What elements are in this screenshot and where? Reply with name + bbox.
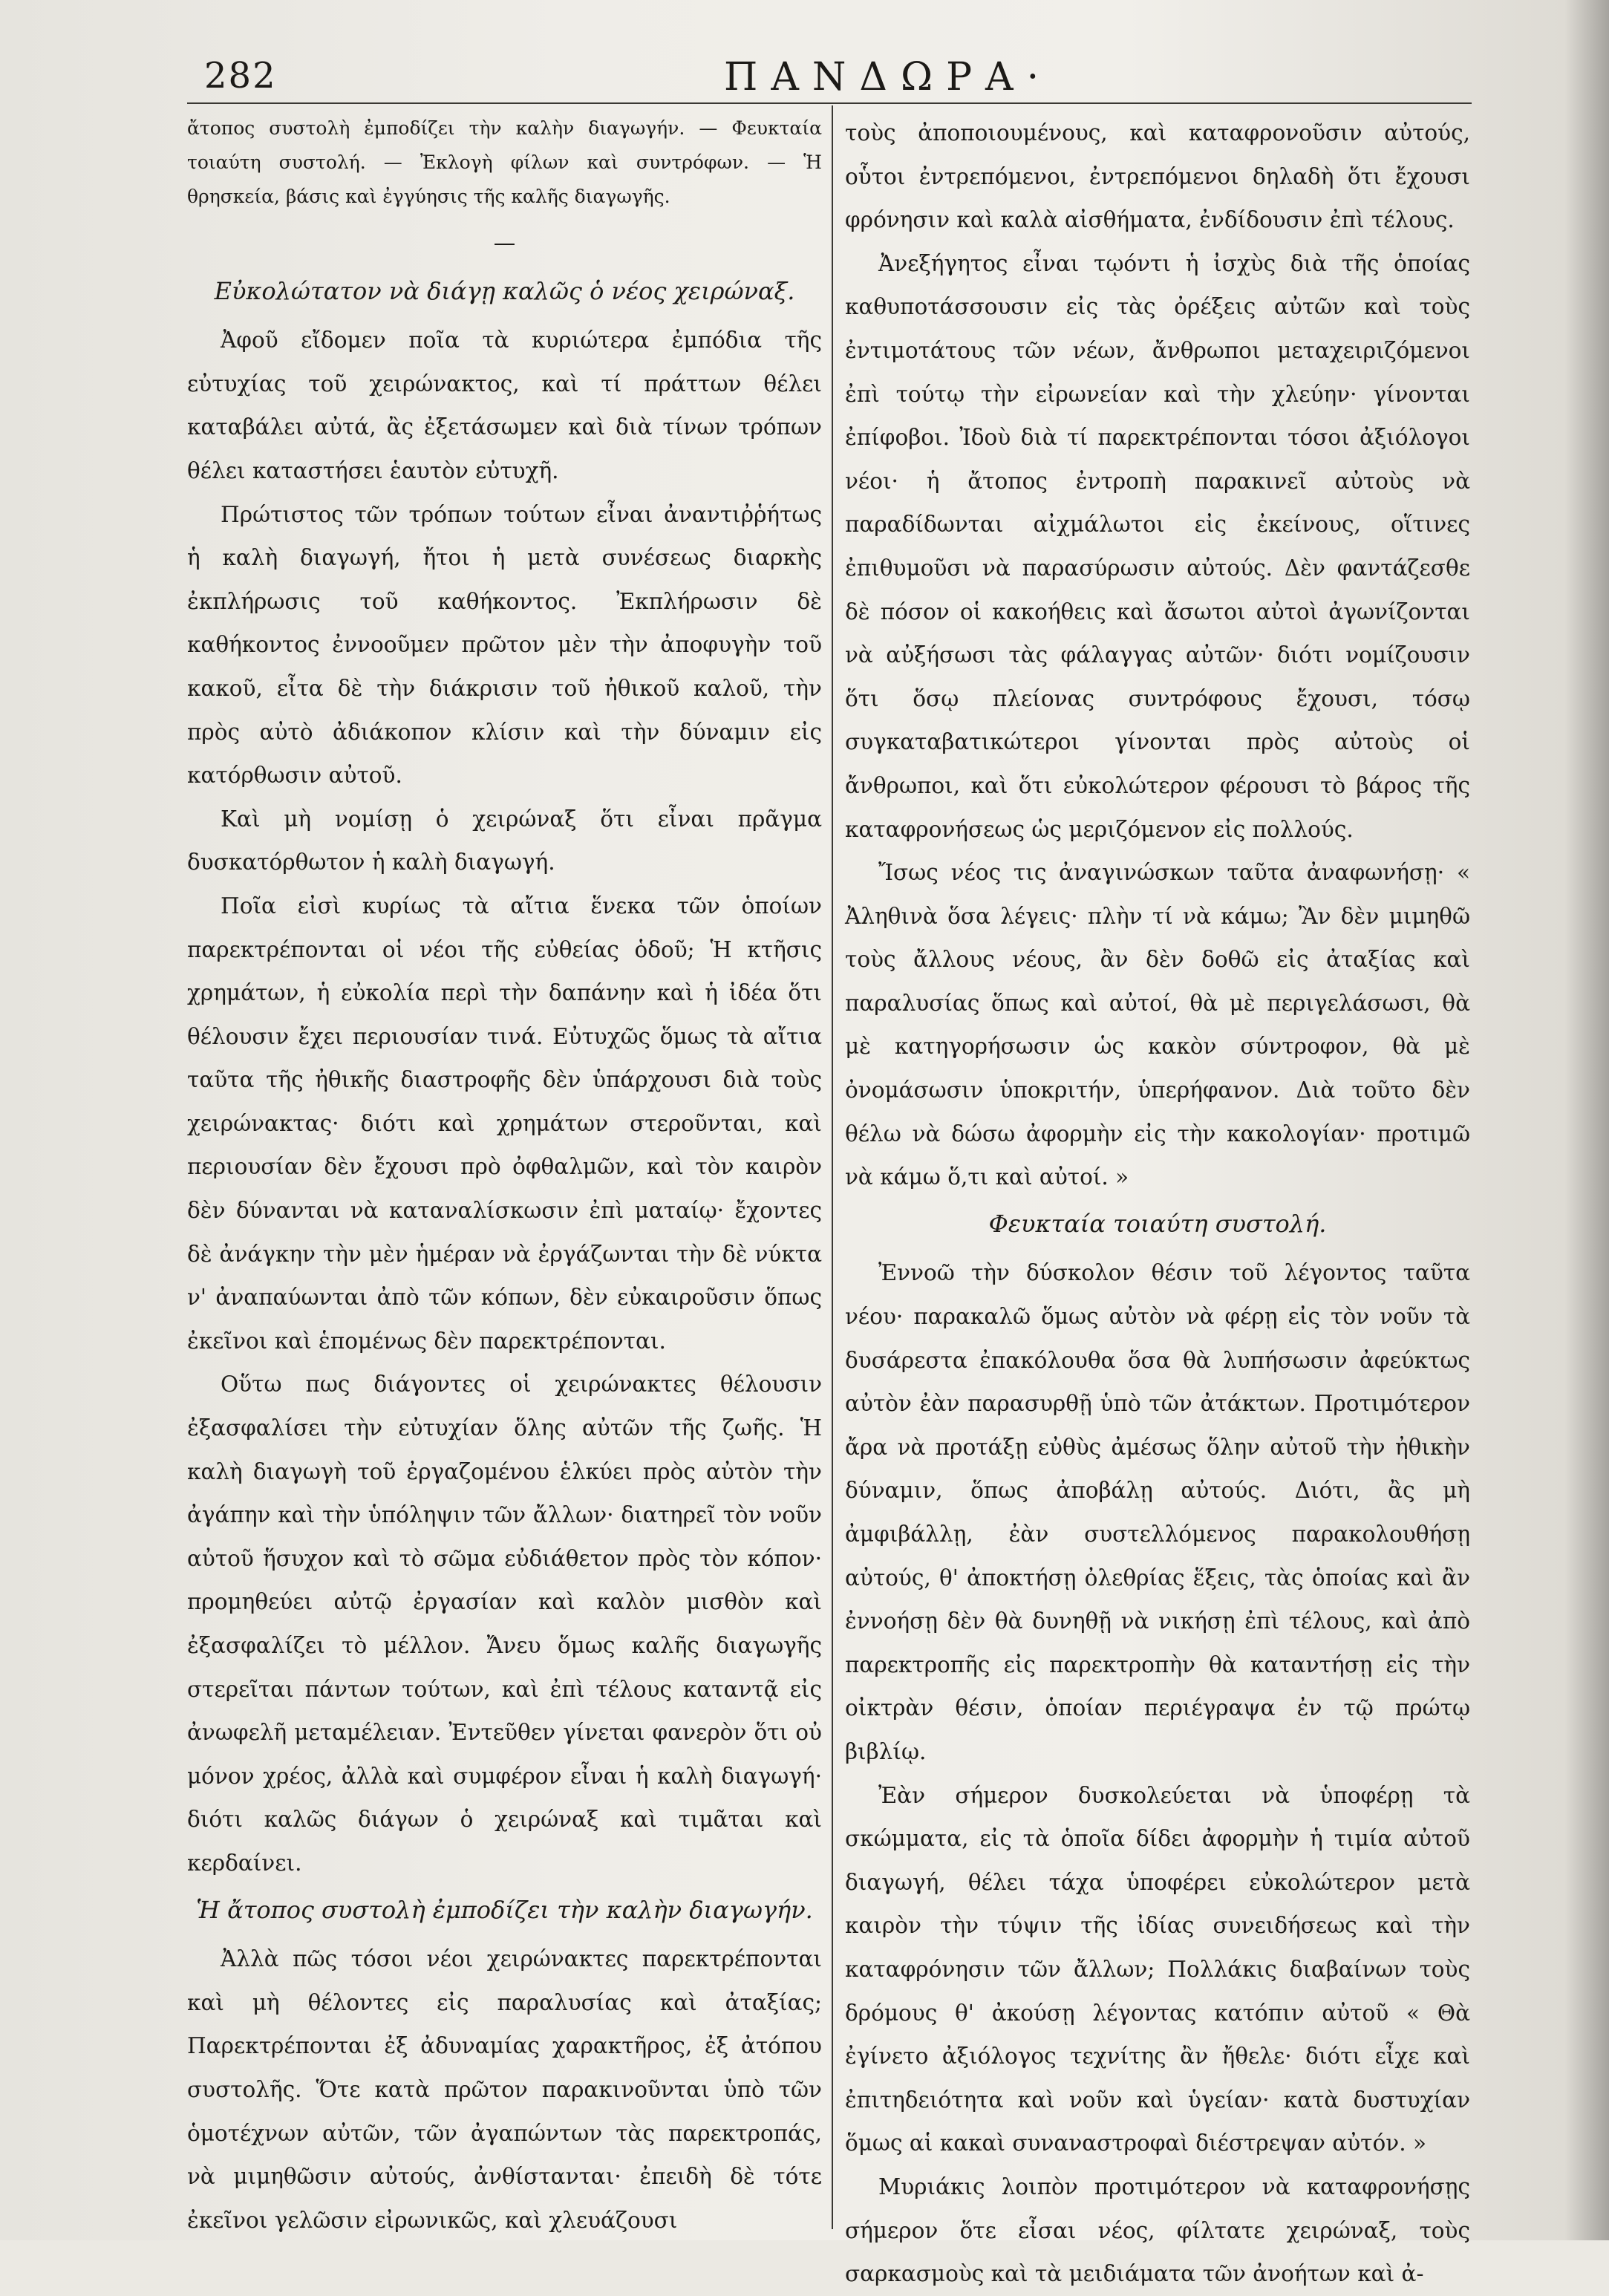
page-number: 282 [204, 55, 277, 97]
paragraph: Ἴσως νέος τις ἀναγινώσκων ταῦτα ἀναφωνήσῃ· « Ἀληθινὰ ὅσα λέγεις· πλὴν τί νὰ κάμω; Ἂν δὲν μιμηθῶ τοὺς ἄλλους νέους, ἂν δὲν δοθῶ εἰς ἀταξίας καὶ παραλυσίας ὅπως καὶ αὐτοί, θὰ μὲ περιγελάσωσι, θὰ μὲ κατηγορήσωσιν ὡς κακὸν σύντροφον, θὰ μὲ ὀνομάσωσιν ὑποκριτήν, ὑπερήφανον. Διὰ τοῦτο δὲν θέλω νὰ δώσω ἀφορμὴν εἰς τὴν κακολογίαν· προτιμῶ νὰ κάμω ὅ,τι καὶ αὐτοί. » [845, 860, 1470, 1190]
paragraph: Ἀφοῦ εἴδομεν ποῖα τὰ κυριώτερα ἐμπόδια τῆς εὐτυχίας τοῦ χειρώνακτος, καὶ τί πράττων θέλει καταβάλει αὐτά, ἂς ἐξετάσωμεν καὶ διὰ τίνων τρόπων θέλει καταστήσει ἑαυτὸν εὐτυχῆ. [187, 327, 822, 483]
paragraph: Ποῖα εἰσὶ κυρίως τὰ αἴτια ἕνεκα τῶν ὁποίων παρεκτρέπονται οἱ νέοι τῆς εὐθείας ὁδοῦ; Ἡ κτῆσις χρημάτων, ἡ εὐκολία περὶ τὴν δαπάνην καὶ ἡ ἰδέα ὅτι θέλουσιν ἔχει περιουσίαν τινά. Εὐτυχῶς ὅμως τὰ αἴτια ταῦτα τῆς ἠθικῆς διαστροφῆς δὲν ὑπάρχουσι διὰ τοὺς χειρώνακτας· διότι καὶ χρημάτων στεροῦνται, καὶ περιουσίαν δὲν ἔχουσι πρὸ ὀφθαλμῶν, καὶ τὸν καιρὸν δὲν δύνανται νὰ καταναλίσκωσιν ἐπὶ ματαίῳ· ἔχοντες δὲ ἀνάγκην τὴν μὲν ἡμέραν νὰ ἐργάζωνται τὴν δὲ νύκτα ν' ἀναπαύωνται ἀπὸ τῶν κόπων, δὲν εὐκαιροῦσιν ὅπως ἐκεῖνοι καὶ ἑπομένως δὲν παρεκτρέπονται. [187, 893, 822, 1354]
section-heading: Φευκταία τοιαύτη συστολή. [988, 1209, 1327, 1238]
paragraph: Οὕτω πως διάγοντες οἱ χειρώνακτες θέλουσιν ἐξασφαλίσει τὴν εὐτυχίαν ὅλης αὐτῶν τῆς ζωῆς. Ἡ καλὴ διαγωγὴ τοῦ ἐργαζομένου ἑλκύει πρὸς αὐτὸν τὴν ἀγάπην καὶ τὴν ὑπόληψιν τῶν ἄλλων· διατηρεῖ τὸν νοῦν αὐτοῦ ἥσυχον καὶ τὸ σῶμα εὐδιάθετον πρὸς τὸν κόπον· προμηθεύει αὐτῷ ἐργασίαν καὶ καλὸν μισθὸν καὶ ἐξασφαλίζει τὸ μέλλον. Ἄνευ ὅμως καλῆς διαγωγῆς στερεῖται πάντων τούτων, καὶ ἐπὶ τέλους καταντᾷ εἰς ἀνωφελῆ μεταμέλειαν. Ἐντεῦθεν γίνεται φανερὸν ὅτι οὐ μόνον χρέος, ἀλλὰ καὶ συμφέρον εἶναι ἡ καλὴ διαγωγή· διότι καλῶς διάγων ὁ χειρώναξ καὶ τιμᾶται καὶ κερδαίνει. [187, 1372, 822, 1876]
paragraph: Πρώτιστος τῶν τρόπων τούτων εἶναι ἀναντιῤῥήτως ἡ καλὴ διαγωγή, ἤτοι ἡ μετὰ συνέσεως διαρκὴς ἐκπλήρωσις τοῦ καθήκοντος. Ἐκπλήρωσιν δὲ καθήκοντος ἐννοοῦμεν πρῶτον μὲν τὴν ἀποφυγὴν τοῦ κακοῦ, εἶτα δὲ τὴν διάκρισιν τοῦ ἠθικοῦ καλοῦ, τὴν πρὸς αὐτὸ ἀδιάκοπον κλίσιν καὶ τὴν δύναμιν εἰς κατόρθωσιν αὐτοῦ. [187, 501, 822, 789]
section-heading: Εὐκολώτατον νὰ διάγῃ καλῶς ὁ νέος χειρώναξ. [214, 276, 795, 305]
column-divider [832, 105, 833, 2229]
paragraph: Ἐὰν σήμερον δυσκολεύεται νὰ ὑποφέρῃ τὰ σκώμματα, εἰς τὰ ὁποῖα δίδει ἀφορμὴν ἡ τιμία αὐτοῦ διαγωγή, θέλει τάχα ὑποφέρει εὐκολώτερον μετὰ καιρὸν τὴν τύψιν τῆς ἰδίας συνειδήσεως καὶ τὴν καταφρόνησιν τῶν ἄλλων; Πολλάκις διαβαίνων τοὺς δρόμους θ' ἀκούσῃ λέγοντας κατόπιν αὐτοῦ « Θὰ ἐγίνετο ἀξιόλογος τεχνίτης ἂν ἤθελε· διότι εἶχε καὶ ἐπιτηδειότητα καὶ νοῦν καὶ ὑγείαν· κατὰ δυστυχίαν ὅμως αἱ κακαὶ συναναστροφαὶ διέστρεψαν αὐτόν. » [845, 1782, 1470, 2156]
page-edge-shadow [1564, 0, 1609, 2240]
paragraph: Καὶ μὴ νομίσῃ ὁ χειρώναξ ὅτι εἶναι πρᾶγμα δυσκατόρθωτον ἡ καλὴ διαγωγή. [187, 806, 822, 875]
section-heading: Ἡ ἄτοπος συστολὴ ἐμποδίζει τὴν καλὴν διαγωγήν. [196, 1895, 813, 1924]
chapter-summary: ἄτοπος συστολὴ ἐμποδίζει τὴν καλὴν διαγωγήν. — Φευκταία τοιαύτη συστολή. — Ἐκλογὴ φίλων καὶ συντρόφων. — Ἡ θρησκεία, βάσις καὶ ἐγγύησις τῆς καλῆς διαγωγῆς. [187, 117, 822, 207]
paragraph: Ἀλλὰ πῶς τόσοι νέοι χειρώνακτες παρεκτρέπονται καὶ μὴ θέλοντες εἰς παραλυσίας καὶ ἀταξίας; Παρεκτρέπονται ἐξ ἀδυναμίας χαρακτῆρος, ἐξ ἀτόπου συστολῆς. Ὅτε κατὰ πρῶτον παρακινοῦνται ὑπὸ τῶν ὁμοτέχνων αὐτῶν, τῶν ἀγαπώντων τὰς παρεκτροπάς, νὰ μιμηθῶσιν αὐτούς, ἀνθίστανται· ἐπειδὴ δὲ τότε ἐκεῖνοι γελῶσιν εἰρωνικῶς, καὶ χλευάζουσι [187, 1946, 822, 2233]
paragraph: Ἀνεξήγητος εἶναι τῳόντι ἡ ἰσχὺς διὰ τῆς ὁποίας καθυποτάσσουσιν εἰς τὰς ὀρέξεις αὐτῶν καὶ τοὺς ἐντιμοτάτους τῶν νέων, ἄνθρωποι μεταχειριζόμενοι ἐπὶ τούτῳ τὴν εἰρωνείαν καὶ τὴν χλεύην· γίνονται ἐπίφοβοι. Ἰδοὺ διὰ τί παρεκτρέπονται τόσοι ἀξιόλογοι νέοι· ἡ ἄτοπος ἐντροπὴ παρακινεῖ αὐτοὺς νὰ παραδίδωνται αἰχμάλωτοι εἰς ἐκείνους, οἵτινες ἐπιθυμοῦσι νὰ παρασύρωσιν αὐτούς. Δὲν φαντάζεσθε δὲ πόσον οἱ κακοήθεις καὶ ἄσωτοι αὐτοὶ ἀγωνίζονται νὰ αὐξήσωσι τὰς φάλαγγας αὐτῶν· διότι νομίζουσιν ὅτι ὅσῳ πλείονας συντρόφους ἔχουσι, τόσῳ συγκαταβατικώτεροι γίνονται πρὸς αὐτοὺς οἱ ἄνθρωποι, καὶ ὅτι εὐκολώτερον φέρουσι τὸ βάρος τῆς καταφρονήσεως ὡς μεριζόμενον εἰς πολλούς. [845, 250, 1470, 842]
summary-separator: — [493, 230, 516, 255]
paragraph: τοὺς ἀποποιουμένους, καὶ καταφρονοῦσιν αὐτούς, οὗτοι ἐντρεπόμενοι, ἐντρεπόμενοι δηλαδὴ ὅτι ἔχουσι φρόνησιν καὶ καλὰ αἰσθήματα, ἐνδίδουσιν ἐπὶ τέλους. [845, 120, 1470, 233]
running-title: ΠΑΝΔΩΡΑ· [724, 55, 1053, 100]
header-rule [187, 102, 1472, 104]
paragraph: Ἐννοῶ τὴν δύσκολον θέσιν τοῦ λέγοντος ταῦτα νέου· παρακαλῶ ὅμως αὐτὸν νὰ φέρῃ εἰς τὸν νοῦν τὰ δυσάρεστα ἐπακόλουθα ὅσα θὰ λυπήσωσιν ἀφεύκτως αὐτὸν ἐὰν παρασυρθῇ ὑπὸ τῶν ἀτάκτων. Προτιμότερον ἄρα νὰ προτάξῃ εὐθὺς ἀμέσως ὅλην αὐτοῦ τὴν ἠθικὴν δύναμιν, ὅπως ἀποβάλῃ αὐτούς. Διότι, ἂς μὴ ἀμφιβάλλῃ, ἐὰν συστελλόμενος παρακολουθήσῃ αὐτούς, θ' ἀποκτήσῃ ὀλεθρίας ἕξεις, τὰς ὁποίας καὶ ἂν ἐννοήσῃ δὲν θὰ δυνηθῇ νὰ νικήσῃ ἐπὶ τέλους, καὶ ἀπὸ παρεκτροπῆς εἰς παρεκτροπὴν θὰ καταντήσῃ εἰς τὴν οἰκτρὰν θέσιν, ὁποίαν περιέγραψα ἐν τῷ πρώτῳ βιβλίῳ. [845, 1260, 1470, 1764]
paragraph: Μυριάκις λοιπὸν προτιμότερον νὰ καταφρονήσῃς σήμερον ὅτε εἶσαι νέος, φίλτατε χειρώναξ, τοὺς σαρκασμοὺς καὶ τὰ μειδιάματα τῶν ἀνοήτων καὶ ἀ- [845, 2173, 1470, 2287]
right-column [845, 111, 1470, 2287]
left-column [187, 111, 822, 2233]
